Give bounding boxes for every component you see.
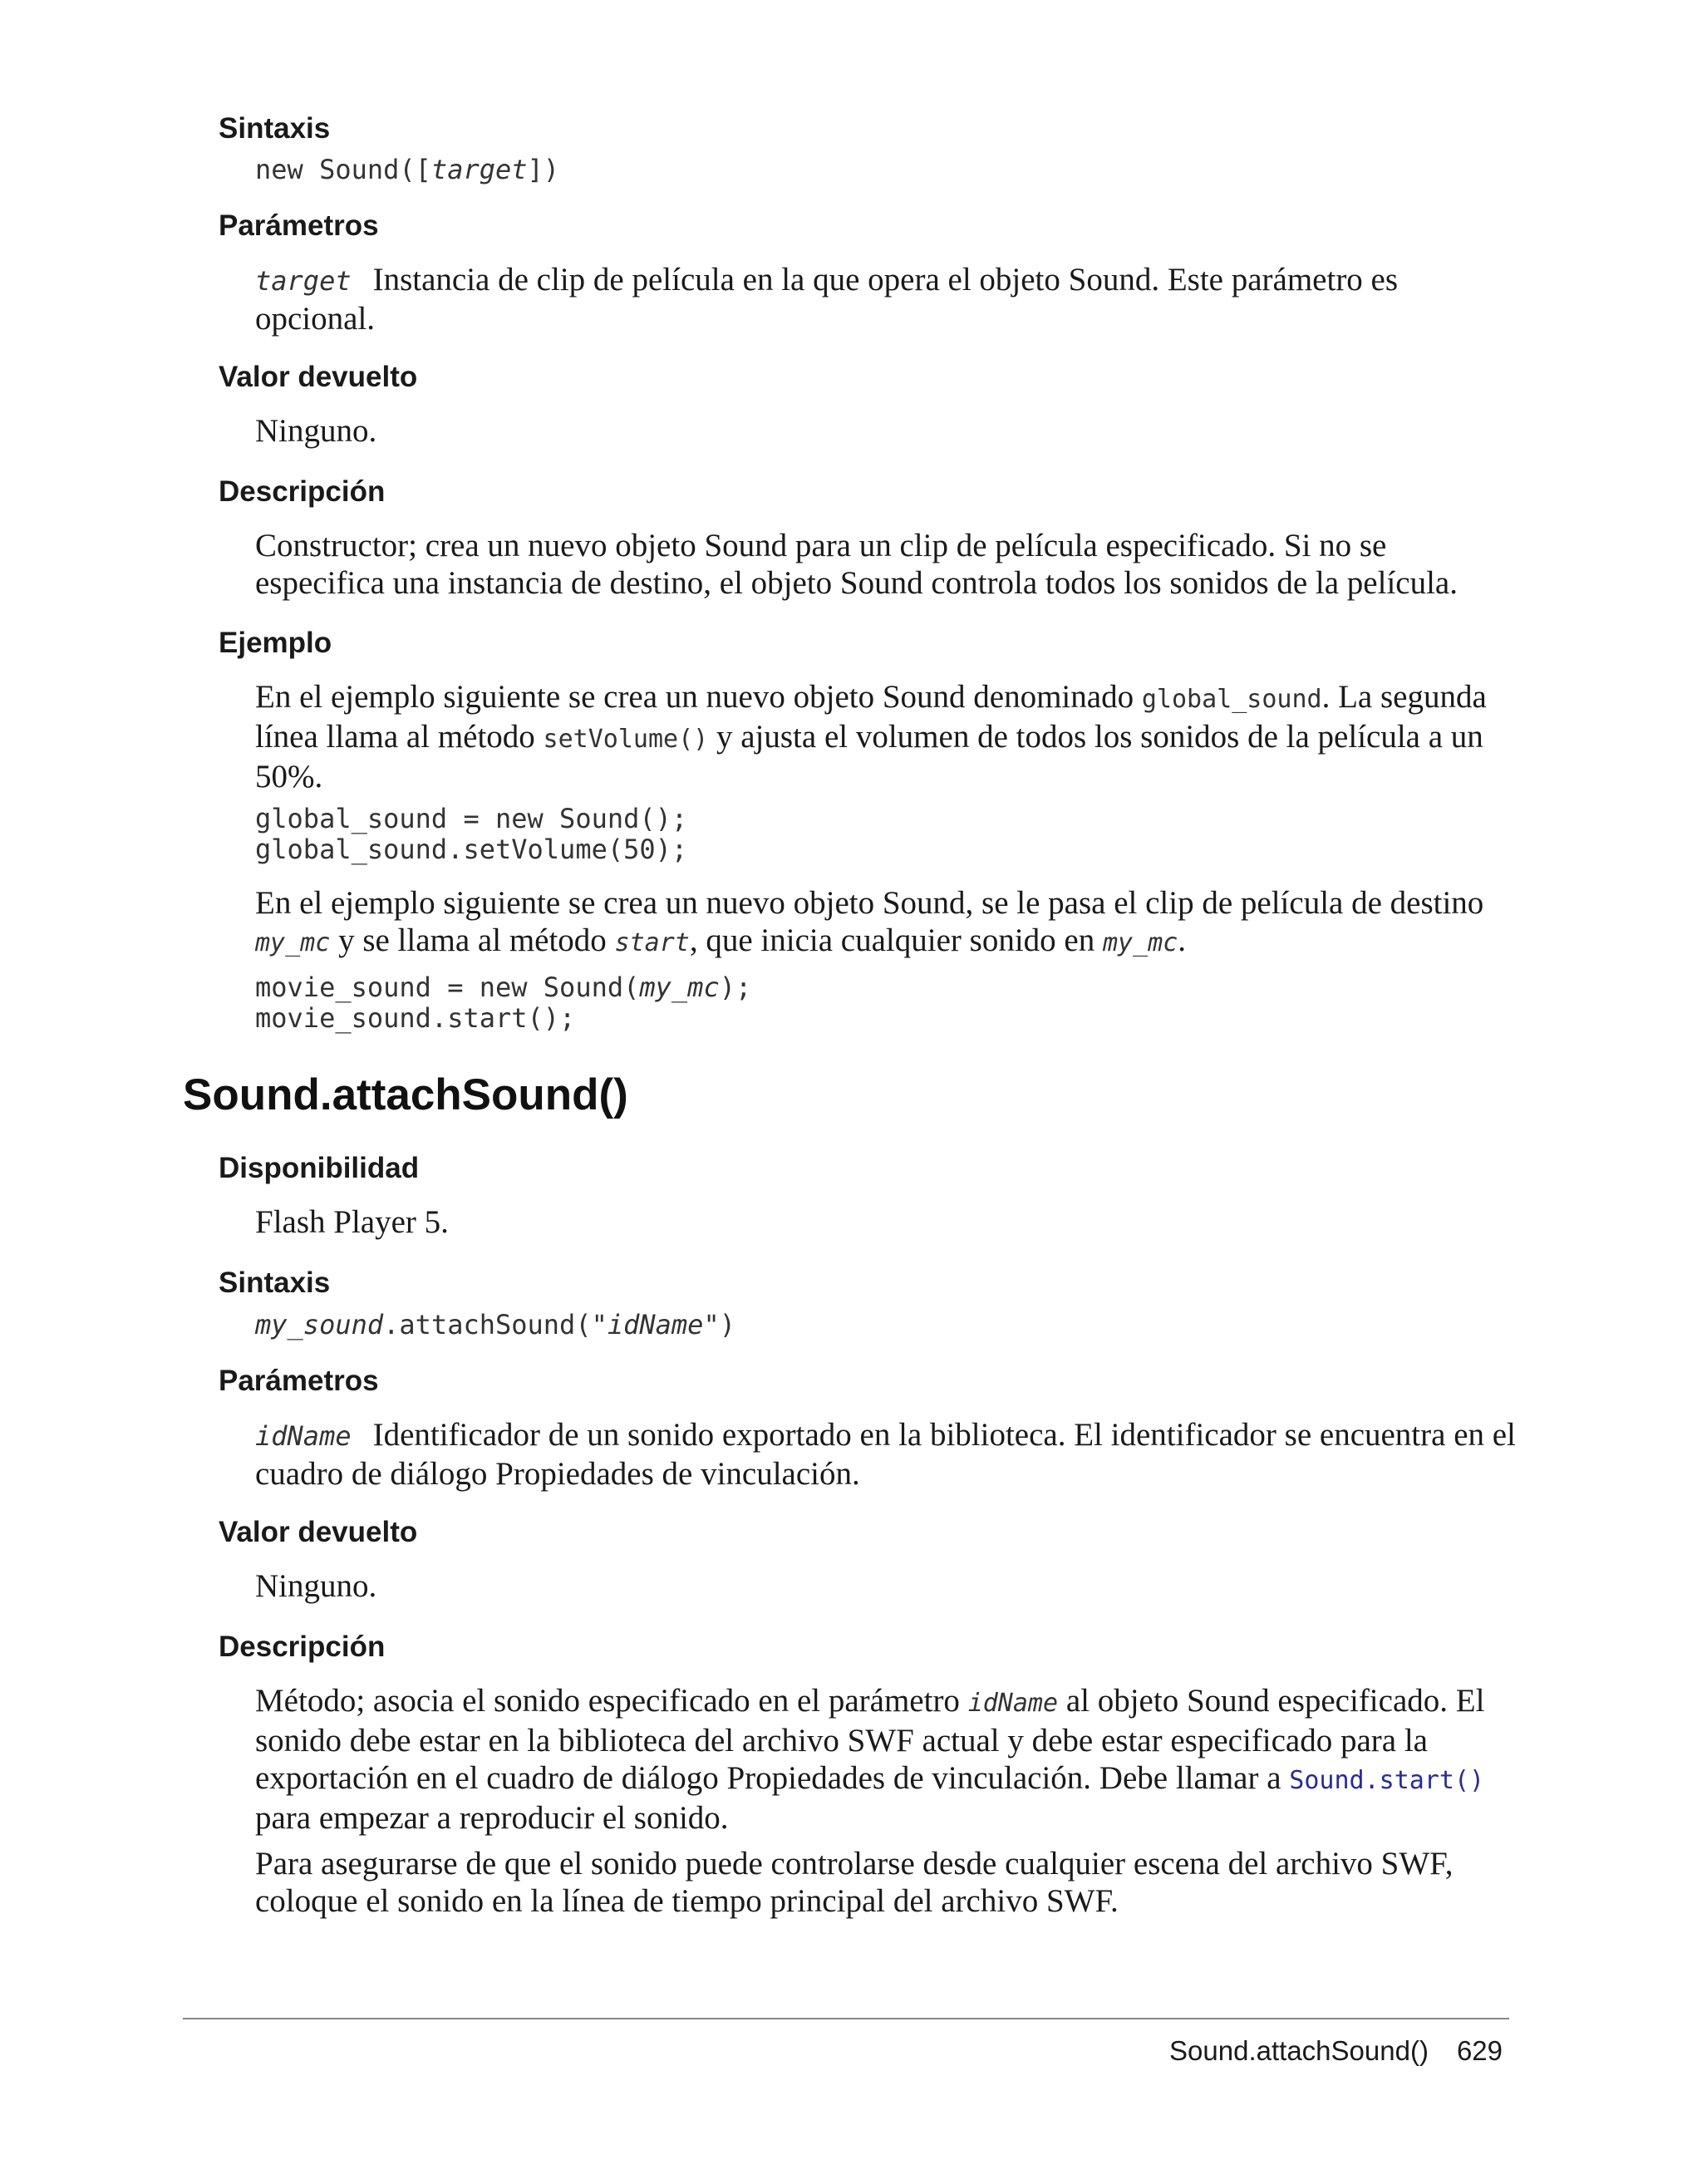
page-footer	[1169, 2034, 1503, 2068]
method-title: Sound.attachSound()	[183, 1070, 628, 1119]
parameter-name-2: idName	[255, 1420, 352, 1452]
syntax-code-2: my_sound.attachSound("idName")	[255, 1309, 735, 1340]
availability-heading: Disponibilidad	[219, 1152, 420, 1184]
return-value-text: Ninguno.	[255, 413, 377, 449]
availability-text: Flash Player 5.	[255, 1204, 449, 1240]
description-text-3: Para asegurarse de que el sonido puede controlarse desde cualquier escena del archivo SWF, coloque el sonido en la línea de tiempo principal del archivo SWF.	[255, 1846, 1454, 1919]
parameter-name: target	[255, 265, 352, 297]
parameters-heading: Parámetros	[219, 209, 379, 242]
footer-title: Sound.attachSound()	[1169, 2035, 1429, 2066]
description-text: Constructor; crea un nuevo objeto Sound para un clip de película especificado. Si no se especifica una instancia de destino, el objeto Sound controla todos los sonidos de la película.	[255, 528, 1458, 601]
return-value-text-2: Ninguno.	[255, 1568, 377, 1604]
example-1-code: global_sound = new Sound(); global_sound.setVolume(50);	[255, 803, 688, 865]
page-number: 629	[1456, 2035, 1503, 2066]
footer-rule	[183, 2018, 1509, 2019]
example-2-code: movie_sound = new Sound(my_mc); movie_sound.start();	[255, 971, 752, 1034]
syntax-heading: Sintaxis	[219, 112, 331, 145]
description-heading-2: Descripción	[219, 1631, 386, 1663]
description-text-2: Método; asocia el sonido especificado en el parámetro idName al objeto Sound especificado. El sonido debe estar en la biblioteca del archivo SWF actual y debe estar especificado para la exportación en el cuadro de diálogo Propiedades de vinculación. Debe llamar a Sound.start() para empezar a reproducir el sonido.	[255, 1683, 1485, 1836]
syntax-code: new Sound([target])	[255, 154, 560, 185]
example-1-text: En el ejemplo siguiente se crea un nuevo objeto Sound denominado global_sound. La segunda línea llama al método setVolume() y ajusta el volumen de todos los sonidos de la película a un 50%.	[255, 679, 1487, 794]
description-heading: Descripción	[219, 475, 386, 508]
parameter-description-2: idName Identificador de un sonido exportado en la biblioteca. El identificador se encuentra en el cuadro de diálogo Propiedades de vinculación.	[255, 1417, 1516, 1492]
parameters-heading-2: Parámetros	[219, 1365, 379, 1397]
example-heading: Ejemplo	[219, 627, 332, 659]
parameter-description: target Instancia de clip de película en la que opera el objeto Sound. Este parámetro es opcional.	[255, 262, 1399, 337]
return-value-heading-2: Valor devuelto	[219, 1516, 418, 1548]
return-value-heading: Valor devuelto	[219, 361, 418, 393]
sound-start-link[interactable]: Sound.start()	[1289, 1766, 1485, 1795]
syntax-heading-2: Sintaxis	[219, 1267, 331, 1299]
example-2-text: En el ejemplo siguiente se crea un nuevo objeto Sound, se le pasa el clip de película de destino my_mc y se llama al método start, que inicia cualquier sonido en my_mc.	[255, 885, 1484, 958]
